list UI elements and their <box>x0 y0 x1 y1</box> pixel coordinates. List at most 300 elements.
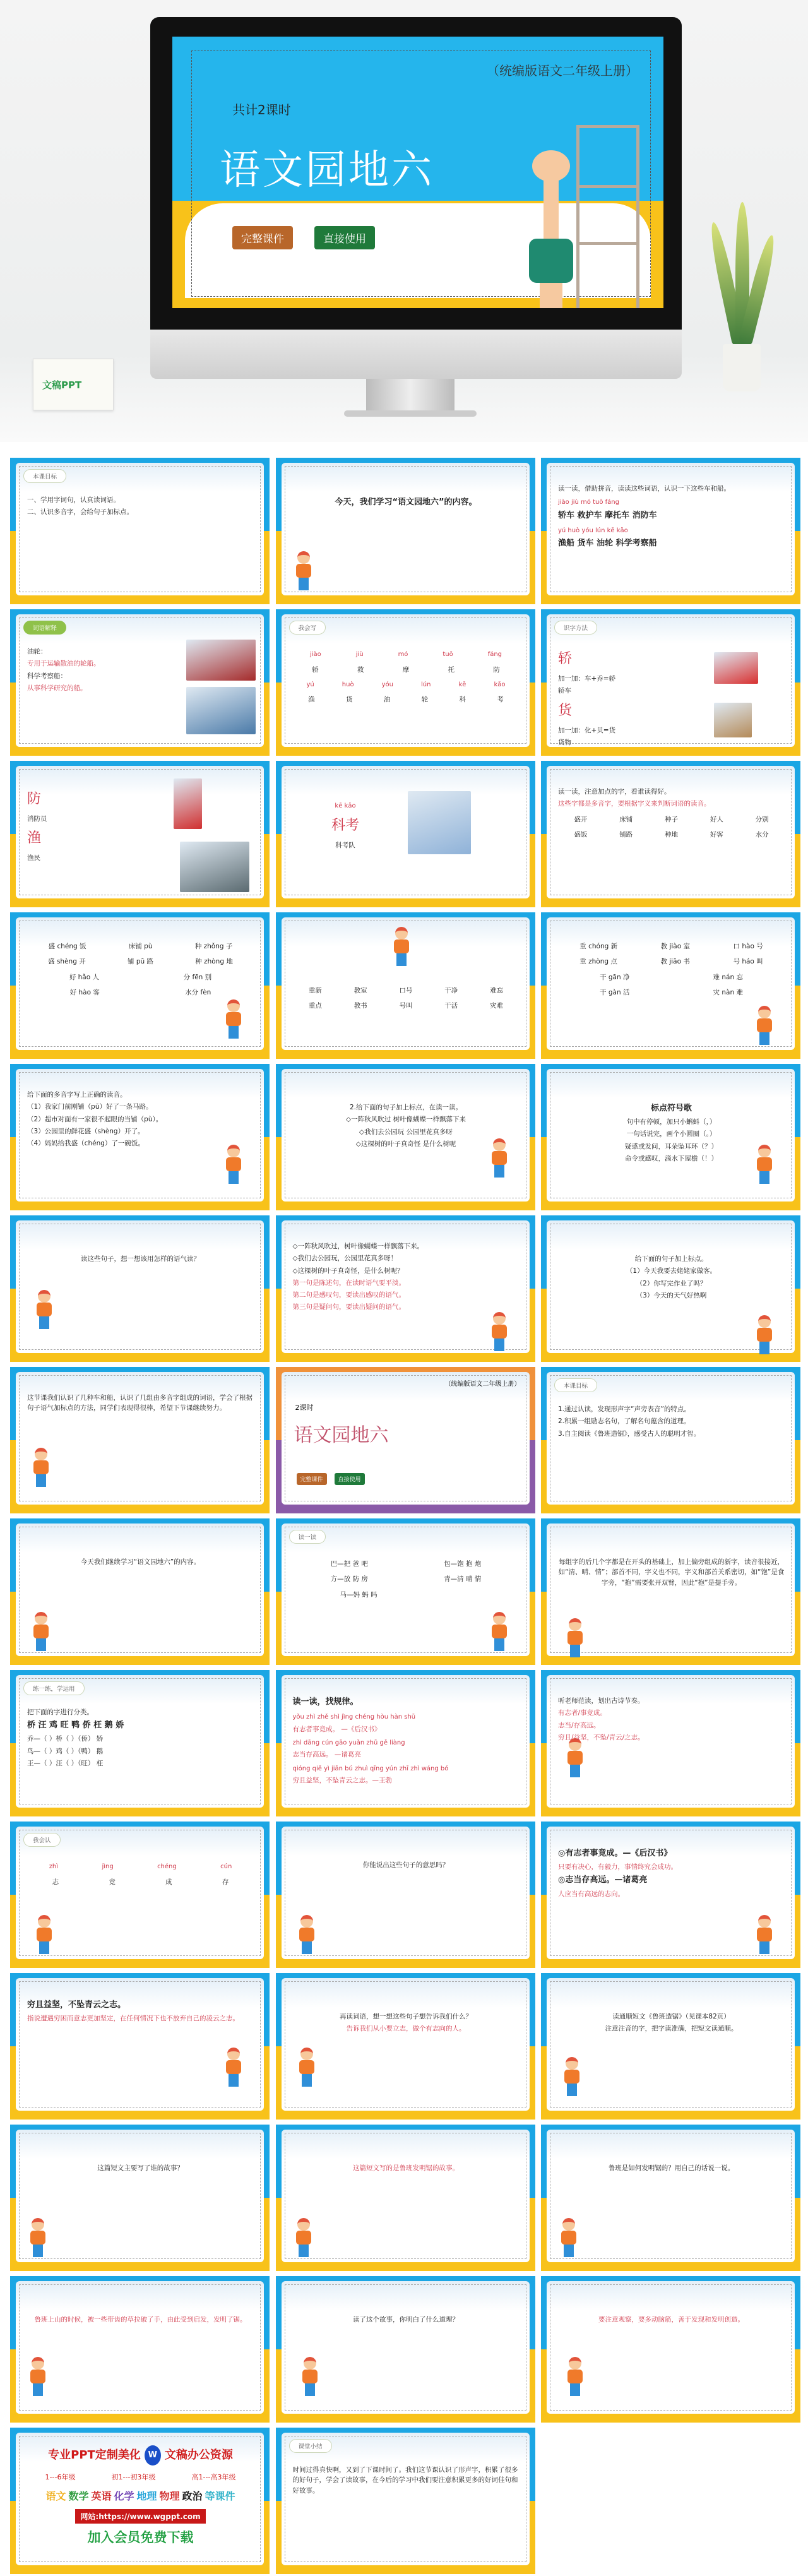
word-item: lún <box>420 681 431 688</box>
slide-text: 读一读，找规律。 <box>292 1697 359 1707</box>
slide-text: 鲁班是如何发明锯的？用自己的话说一说。 <box>608 2164 735 2172</box>
grade-item: 初1---初3年级 <box>111 2473 156 2481</box>
slide-thumbnail[interactable] <box>276 2125 535 2271</box>
slide-content <box>293 1858 520 1950</box>
slide-text: 穷且益坚，不坠青云之志。—王勃 <box>292 1777 392 1785</box>
slide-thumbnail[interactable] <box>541 761 800 907</box>
slide-section-tag: 读一读 <box>289 1530 326 1544</box>
slide-thumbnail[interactable] <box>276 1215 535 1362</box>
slide-text: ◇一阵秋风吹过 树叶像蝴蝶一样飘落下来 <box>346 1116 466 1124</box>
slide-text: 标点符号歌 <box>650 1104 692 1113</box>
slide-panel <box>547 1372 795 1505</box>
slide-text: yǒu zhì zhě shì jìng chéng hòu hàn shū <box>292 1714 416 1721</box>
word-item: 号叫 <box>399 1002 413 1010</box>
slide-panel <box>16 2130 264 2262</box>
slide-content <box>27 1555 254 1647</box>
slide-thumbnail[interactable] <box>276 2276 535 2423</box>
slide-content <box>558 1100 785 1193</box>
mini-subtitle: （统编版语文二年级上册） <box>444 1381 521 1388</box>
word-item: 重 zhòng 点 <box>579 958 617 966</box>
grade-list <box>27 2472 254 2482</box>
slide-panel <box>16 1069 264 1202</box>
slide-text: （3）公园里的鲜花盛（shèng）开了。 <box>27 1127 145 1135</box>
word-row <box>293 695 520 705</box>
slide-thumbnail[interactable] <box>10 2276 270 2423</box>
word-row <box>27 941 254 951</box>
slide-panel <box>547 463 795 595</box>
slide-section-tag: 课堂小结 <box>289 2439 332 2453</box>
calendar-logo: 文稿PPT <box>33 359 114 410</box>
slide-content <box>558 785 785 890</box>
slide-section-tag: 本课目标 <box>23 469 66 483</box>
slide-thumbnail[interactable] <box>276 2428 535 2574</box>
slide-panel <box>282 766 530 898</box>
word-item: 摩 <box>402 665 410 674</box>
slide-text: 读这些句子，想一想该用怎样的语气读？ <box>81 1255 200 1263</box>
slide-content <box>293 981 520 1041</box>
direct-use-badge: 直接使用 <box>335 1473 365 1485</box>
slide-text: 告诉我们从小要立志，做个有志向的人。 <box>346 2025 466 2033</box>
slide-thumbnail[interactable] <box>10 1670 270 1816</box>
word-item: 青—清 晴 情 <box>444 1575 482 1583</box>
slide-thumbnail[interactable] <box>10 1064 270 1210</box>
slide-panel <box>282 1978 530 2111</box>
slide-text: 一、学用字词句，认真读词语。 <box>27 496 120 504</box>
subject-item: 化学 <box>114 2490 134 2502</box>
slide-text: 指说遭遇穷困而意志更加坚定，在任何情况下也不放弃自己的凌云之志。 <box>27 2015 239 2023</box>
word-item: 种 zhǒng 子 <box>194 943 233 950</box>
slide-text: 这篇短文主要写了谁的故事？ <box>97 2164 184 2172</box>
slide-panel <box>16 1220 264 1353</box>
join-member-link[interactable]: 加入会员免费下载 <box>87 2530 194 2545</box>
word-row <box>293 650 520 660</box>
word-item: 盛开 <box>574 815 588 823</box>
slide-thumbnail[interactable] <box>10 1367 270 1513</box>
slide-text: （3）今天的天气好热啊 <box>636 1291 707 1299</box>
slide-section-tag: 练一练，学运用 <box>23 1681 85 1695</box>
slide-panel <box>547 1978 795 2111</box>
slide-thumbnail[interactable] <box>10 1518 270 1665</box>
slide-panel <box>282 1220 530 1353</box>
slide-panel <box>16 1978 264 2111</box>
ad-headline <box>27 2445 254 2466</box>
subject-item: 物理 <box>159 2490 180 2502</box>
slide-panel <box>547 1220 795 1353</box>
slide-content <box>558 645 785 746</box>
slide-content <box>27 1705 254 1799</box>
slide-text: 每组字的后几个字都是在开头的基础上，加上偏旁组成的新字，读音很接近，如“清、晴、情”；部首不同，字义也不同，字义和部首关系密切，如“饱”是食字旁，“抱”需要张开双臂，因此“抱”是提手旁。 <box>558 1558 785 1587</box>
word-row <box>293 1590 520 1600</box>
slide-thumbnail[interactable] <box>10 1215 270 1362</box>
slide-text: 轿 <box>558 651 573 667</box>
word-item: yóu <box>381 681 393 688</box>
slide-content <box>293 645 520 738</box>
slide-panel <box>282 1524 530 1656</box>
slide-thumbnail[interactable] <box>10 1822 270 1968</box>
slide-text: 渔民 <box>27 854 40 862</box>
slide-thumbnail[interactable] <box>10 609 270 756</box>
slide-thumbnail[interactable] <box>541 1215 800 1362</box>
slide-text: 今天，我们学习“语文园地六”的内容。 <box>335 498 477 507</box>
slide-content <box>293 494 520 587</box>
slide-text: 命令或感叹，滴水下屋檐（！） <box>625 1154 718 1162</box>
slide-text: kē kǎo <box>335 802 356 809</box>
word-item: zhì <box>49 1863 59 1870</box>
word-item: 渔 <box>308 696 315 704</box>
word-item: 种地 <box>664 830 678 838</box>
word-item: 救 <box>357 665 364 674</box>
slide-thumbnail[interactable] <box>541 2125 800 2271</box>
slide-thumbnail[interactable] <box>10 458 270 604</box>
word-item: 油 <box>383 696 391 704</box>
word-item: 好客 <box>710 830 723 838</box>
slide-thumbnail[interactable] <box>541 1064 800 1210</box>
slide-text: 加一加：车+乔=轿 <box>558 675 616 683</box>
slide-thumbnail[interactable] <box>541 1822 800 1968</box>
slide-text: 这些字都是多音字，要根据字义来判断词语的读音。 <box>558 800 711 808</box>
slide-text: 第二句是感叹句，要读出感叹的语气。 <box>292 1291 405 1299</box>
slide-text: 轿车 <box>558 687 571 695</box>
slide-thumbnail[interactable] <box>10 912 270 1059</box>
website-label: 网站: <box>80 2512 99 2521</box>
word-item: 干 gān 净 <box>600 973 630 981</box>
word-item: 成 <box>165 1878 172 1886</box>
slide-content <box>27 785 254 890</box>
slide-section-tag: 我会认 <box>23 1833 61 1847</box>
word-item: 重点 <box>308 1002 322 1010</box>
slide-content <box>558 936 785 1041</box>
slide-content <box>558 1846 785 1950</box>
slide-thumbnail[interactable] <box>276 458 535 604</box>
slide-content <box>307 797 384 890</box>
word-item: 种子 <box>664 815 678 823</box>
slide-text: 乔—（ ）桥（ ）（侨） 娇 <box>27 1735 104 1743</box>
monitor-chin <box>150 330 682 379</box>
slide-panel <box>282 2281 530 2414</box>
slide-text: 再读词语，想一想这些句子想告诉我们什么？ <box>340 2013 472 2020</box>
slide-thumbnail[interactable] <box>276 1822 535 1968</box>
slide-text: ◇我们去公园玩 公园里花真多呀 <box>359 1128 453 1136</box>
website-url[interactable]: https://www.wgppt.com <box>98 2512 201 2521</box>
slide-section-tag: 我会写 <box>289 621 326 635</box>
slide-thumbnail[interactable] <box>10 761 270 907</box>
slide-thumbnail[interactable] <box>276 1670 535 1816</box>
slide-thumbnail[interactable] <box>541 458 800 604</box>
slide-panel <box>547 917 795 1050</box>
word-row <box>27 957 254 967</box>
grade-item: 高1---高3年级 <box>191 2473 236 2481</box>
slide-text: 人应当有高远的志向。 <box>558 1890 624 1898</box>
slide-content <box>558 2161 785 2253</box>
word-item: 存 <box>222 1878 229 1886</box>
slide-panel <box>282 1827 530 1959</box>
hero-mockup <box>0 0 808 442</box>
word-item: 铺 pū 路 <box>127 958 153 966</box>
slide-panel <box>282 1372 530 1505</box>
slide-content <box>27 1391 254 1496</box>
slide-text: 这篇短文写的是鲁班发明锯的故事。 <box>353 2164 459 2172</box>
slide-text: 只要有决心，有毅力，事情终究会成功。 <box>558 1863 677 1871</box>
word-item: kē <box>458 681 466 688</box>
word-item: 床铺 <box>619 815 633 823</box>
slide-text: 有志者事竟成。 —《后汉书》 <box>292 1725 381 1733</box>
slide-text: 穷且益坚，不坠青云之志。 <box>27 2000 126 2010</box>
slide-panel <box>547 2130 795 2262</box>
slide-panel <box>547 1524 795 1656</box>
word-item: 干 gàn 活 <box>600 988 630 996</box>
word-item: yú <box>306 681 314 688</box>
slide-thumbnail[interactable] <box>541 1973 800 2120</box>
slide-text: 1.通过认读，发现形声字“声旁表音”的特点。 <box>558 1405 691 1413</box>
slide-text: 从事科学研究的船。 <box>27 684 87 692</box>
subject-item: 地理 <box>136 2490 157 2502</box>
word-item: chéng <box>157 1863 177 1870</box>
slide-text: 穷且/益坚，不坠/青云/之志。 <box>558 1733 645 1741</box>
word-item: cún <box>220 1863 232 1870</box>
cover-lesson-count: 共计2课时 <box>232 102 291 117</box>
word-item: 方—放 防 房 <box>330 1575 368 1583</box>
word-item: jiào <box>309 651 321 658</box>
slide-text: （4）妈妈给我盛（chéng）了一碗饭。 <box>27 1140 145 1148</box>
word-row <box>558 941 785 951</box>
word-item: fáng <box>487 651 502 658</box>
slide-text: 读了这个故事，你明白了什么道理？ <box>353 2316 459 2323</box>
word-item: 分别 <box>755 815 769 823</box>
slide-thumbnail[interactable] <box>541 2276 800 2423</box>
word-row <box>558 987 785 998</box>
slide-content <box>293 1100 520 1193</box>
slide-content <box>558 1555 785 1647</box>
word-row <box>293 1559 520 1569</box>
slide-thumbnail[interactable] <box>276 1518 535 1665</box>
slide-text: （1）我家门前刚铺（pū）好了一条马路。 <box>27 1103 153 1111</box>
word-item: 重新 <box>308 987 322 994</box>
word-item: mó <box>398 651 408 658</box>
word-item: 干活 <box>444 1002 458 1010</box>
slide-text: 鲁班上山的时候，被一些带齿的草拉破了手，由此受到启发，发明了锯。 <box>34 2316 247 2323</box>
word-item: 轿 <box>312 665 319 674</box>
slide-text: ◇这棵树的叶子真奇怪，是什么树呢？ <box>292 1267 404 1275</box>
slide-text: 油轮： <box>27 648 47 655</box>
slide-text: （1）今天我要去姥姥家做客。 <box>626 1267 717 1275</box>
slide-text: 听老师范读，划出古诗节奏。 <box>558 1697 645 1705</box>
slide-content <box>27 645 254 738</box>
slide-text: 渔船 货车 油轮 科学考察船 <box>558 539 657 549</box>
slide-panel <box>547 2281 795 2414</box>
slide-thumbnail[interactable] <box>541 1367 800 1513</box>
word-item: 科 <box>459 696 466 704</box>
slide-content <box>558 2010 785 2102</box>
slide-panel <box>547 1675 795 1808</box>
slide-text: jiào jiù mó tuō fáng <box>558 499 619 506</box>
complete-badge: 完整课件 <box>232 226 293 249</box>
slide-text: 疑惑或发问，耳朵坠耳环（？） <box>625 1142 718 1150</box>
slide-thumbnail[interactable] <box>276 912 535 1059</box>
word-item: 好人 <box>710 815 723 823</box>
slide-text: 你能说出这些句子的意思吗？ <box>362 1861 449 1869</box>
slide-section-tag: 本课目标 <box>554 1378 597 1392</box>
slide-text: 货 <box>558 702 573 719</box>
brand-logo-icon: W <box>145 2445 161 2466</box>
slide-text: 科考 <box>331 817 359 833</box>
word-item: 教 jiāo 书 <box>660 958 690 966</box>
bookshelf-illustration <box>576 125 639 308</box>
word-item: 教书 <box>354 1002 367 1010</box>
slide-content <box>558 1402 785 1496</box>
slide-content <box>27 1088 254 1193</box>
word-item: kǎo <box>494 681 506 688</box>
word-row <box>558 972 785 982</box>
mini-lesson-count: 2课时 <box>295 1404 314 1412</box>
slide-content <box>293 1694 520 1799</box>
word-row <box>293 665 520 675</box>
word-item: 盛饭 <box>574 830 588 838</box>
slide-thumbnail[interactable] <box>276 1367 535 1513</box>
slide-thumbnail[interactable] <box>541 1670 800 1816</box>
word-item: 口号 <box>399 987 413 994</box>
slide-text: （2）超市对面有一家很不起眼的当铺（pù）。 <box>27 1115 163 1123</box>
slide-content <box>27 1252 254 1344</box>
word-row <box>27 1877 254 1887</box>
ad-right-text: 文稿办公资源 <box>164 2448 233 2462</box>
word-item: tuō <box>443 651 453 658</box>
slide-text: 防 <box>27 791 42 807</box>
slide-content <box>293 2161 520 2253</box>
slide-thumbnail[interactable] <box>276 609 535 756</box>
word-item: 教 jiào 室 <box>660 943 690 950</box>
slide-text: 王—（ ）汪（ ）（旺） 枉 <box>27 1759 104 1767</box>
slide-thumbnail[interactable] <box>541 1518 800 1665</box>
subject-item: 政治 <box>182 2490 203 2502</box>
slide-panel <box>16 1675 264 1808</box>
slide-panel <box>282 463 530 595</box>
slide-text: ◇这棵树的叶子真奇怪 是什么树呢 <box>355 1140 456 1148</box>
word-item: 教室 <box>354 987 367 994</box>
slide-panel <box>16 1827 264 1959</box>
slide-text: 2.积累一组励志名句，了解名句蕴含的道理。 <box>558 1417 691 1426</box>
word-item: 种 zhòng 地 <box>195 958 233 966</box>
subject-item: 数学 <box>68 2490 89 2502</box>
slide-content <box>293 2313 520 2405</box>
word-item: huò <box>342 681 354 688</box>
slide-text: 读一读，注意加点的字，看谁读得好。 <box>558 788 671 796</box>
slide-thumbnail[interactable] <box>276 1064 535 1210</box>
slide-text: 轿车 救护车 摩托车 消防车 <box>558 510 657 520</box>
slide-panel <box>16 463 264 595</box>
subject-item: 英语 <box>91 2490 112 2502</box>
slide-text: 二、认识多音字，会给句子加标点。 <box>27 508 133 516</box>
word-item: 包—饱 抱 炮 <box>444 1560 482 1568</box>
word-row <box>558 957 785 967</box>
cover-subtitle: （统编版语文二年级上册） <box>487 63 638 78</box>
slide-panel <box>547 766 795 898</box>
slide-content <box>558 482 785 587</box>
slide-text: 渔 <box>27 830 42 847</box>
monitor-stand <box>366 379 454 414</box>
direct-use-badge: 直接使用 <box>314 226 375 249</box>
slide-thumbnail[interactable] <box>276 1973 535 2120</box>
mini-title: 语文园地六 <box>294 1424 389 1446</box>
slide-text: 桥 汪 鸡 旺 鸭 侨 枉 鹅 娇 <box>27 1720 124 1731</box>
cover-title: 语文园地六 <box>220 147 434 194</box>
slide-text: 给下面的多音字写上正确的读音。 <box>27 1091 127 1099</box>
slide-content <box>27 1997 254 2102</box>
word-item: 好 hào 客 <box>69 988 100 996</box>
slide-section-tag: 词语解释 <box>23 621 66 635</box>
complete-badge: 完整课件 <box>297 1473 327 1485</box>
slide-panel <box>16 614 264 747</box>
ad-left-text: 专业PPT定制美化 <box>48 2448 141 2462</box>
slide-text: ◇一阵秋风吹过，树叶像蝴蝶一样飘落下来。 <box>292 1243 424 1250</box>
slide-thumbnail[interactable] <box>276 761 535 907</box>
word-item: jìng <box>102 1863 114 1870</box>
word-item: 志 <box>52 1878 59 1886</box>
slide-content <box>558 1252 785 1344</box>
word-row <box>27 987 254 998</box>
slide-text: 科学考察船： <box>27 672 67 680</box>
slide-text: 科考队 <box>335 841 355 849</box>
slide-text: 第一句是陈述句，在读时语气要平淡。 <box>292 1279 405 1287</box>
slide-panel <box>16 2433 264 2565</box>
word-row <box>558 814 785 825</box>
word-item: 防 <box>493 665 500 674</box>
slide-panel <box>16 2281 264 2414</box>
subject-item: 等课件 <box>205 2490 235 2502</box>
word-item: 货 <box>345 696 353 704</box>
slide-content <box>293 1239 520 1344</box>
word-item: 竟 <box>109 1878 116 1886</box>
giraffe-illustration <box>526 150 576 308</box>
slide-content <box>293 2010 520 2102</box>
word-item: 号 háo 叫 <box>733 958 763 966</box>
slide-text: 这节课我们认识了几种车和船，认识了几组由多音字组成的词语，学会了根据句子语气加标点的方法，同学们表现得很棒，希望下节课继续努力。 <box>27 1394 252 1412</box>
slide-panel <box>282 2433 530 2565</box>
slide-content <box>27 936 254 1041</box>
slide-thumbnail[interactable] <box>10 1973 270 2120</box>
subject-list <box>27 2488 254 2503</box>
word-row <box>558 830 785 840</box>
slide-content <box>558 1694 785 1799</box>
slide-text: 鸟—（ ）鸡（ ）（鸭） 鹅 <box>27 1747 104 1755</box>
slide-text: qióng qiě yì jiān bú zhuì qīng yún zhī zhì wáng bó <box>292 1765 449 1772</box>
slide-text: yú huò yóu lún kē kǎo <box>558 527 628 534</box>
word-item: 床铺 pù <box>128 943 153 950</box>
slide-text: zhì dāng cún gāo yuǎn zhū gě liàng <box>292 1739 405 1746</box>
word-item: 口 hào 号 <box>733 943 763 950</box>
slide-thumbnail[interactable] <box>541 609 800 756</box>
slide-thumbnail[interactable] <box>541 912 800 1059</box>
slide-panel <box>16 1372 264 1505</box>
slide-thumbnail[interactable] <box>10 2125 270 2271</box>
advertisement-panel <box>27 2442 254 2559</box>
slide-thumbnail[interactable] <box>10 2428 270 2574</box>
word-item: 巴—把 爸 吧 <box>330 1560 368 1568</box>
word-item: jiù <box>355 651 364 658</box>
slide-content <box>27 493 254 587</box>
word-item: 重 chóng 新 <box>579 943 618 950</box>
word-row <box>27 972 254 982</box>
website-link[interactable] <box>75 2509 205 2524</box>
slide-text: 一句话说完，画个小圆圈（。） <box>626 1130 716 1138</box>
word-row <box>293 1001 520 1011</box>
word-item: 马—妈 蚂 吗 <box>340 1590 377 1599</box>
slide-text: 句中有停顿，加只小蝌蚪（，） <box>626 1118 716 1126</box>
slide-panel <box>16 917 264 1050</box>
slide-text: 2.给下面的句子加上标点，在读一读。 <box>349 1104 463 1111</box>
slide-text: 给下面的句子加上标点。 <box>634 1255 708 1263</box>
slide-panel <box>282 1069 530 1202</box>
word-item: 难忘 <box>490 987 504 994</box>
